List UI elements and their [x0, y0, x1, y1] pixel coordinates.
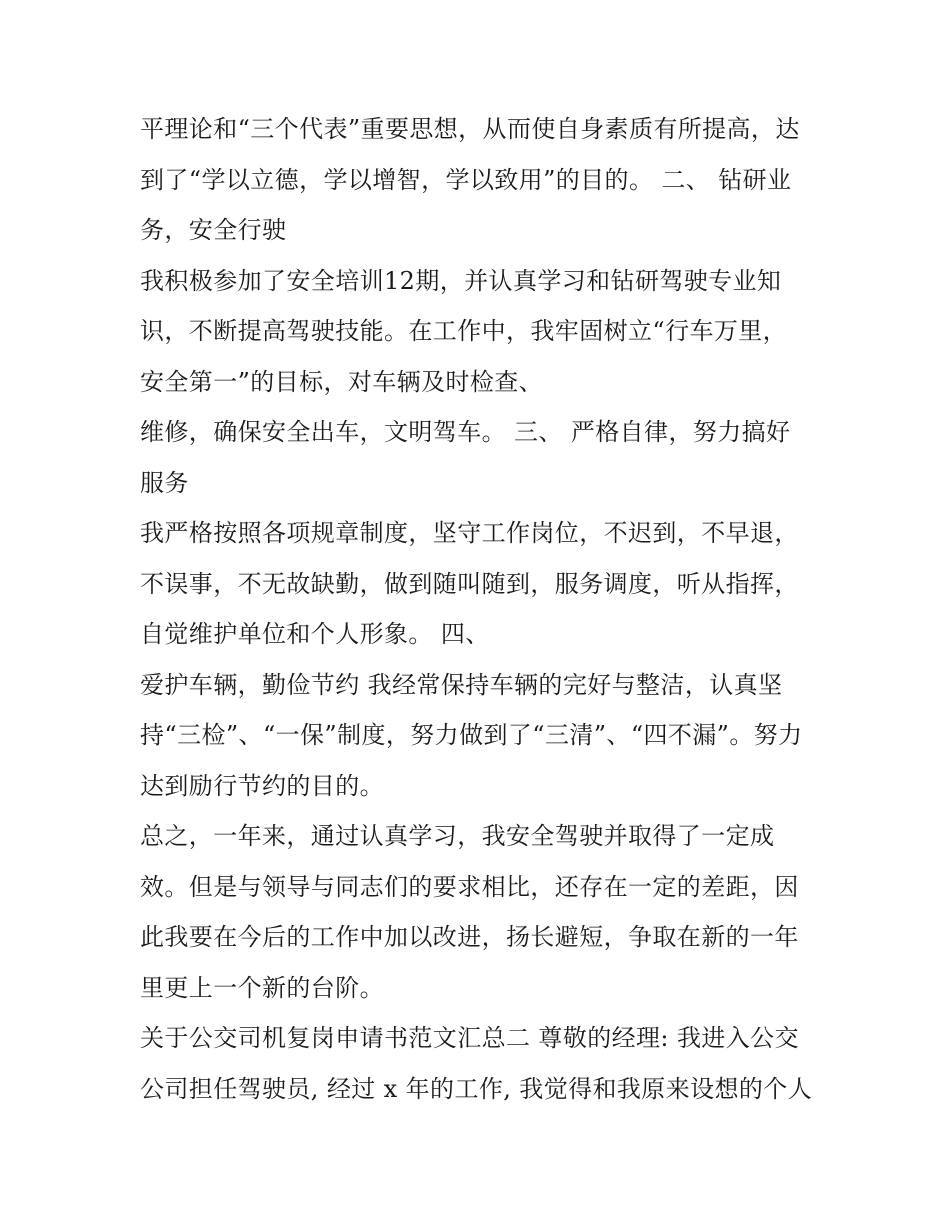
text-line-13: 持“三检”、“一保”制度，努力做到了“三清”、“四不漏”。努力 [140, 721, 803, 749]
text-line-3: 务，安全行驶 [140, 216, 287, 244]
text-line-14: 达到励行节约的目的。 [140, 771, 384, 800]
text-line-2: 到了“学以立德，学以增智，学以致用”的目的。 二、 钻研业 [140, 165, 792, 194]
text-line-10: 不误事，不无故缺勤，做到随叫随到，服务调度，听从指挥， [140, 569, 799, 598]
text-line-20: 公司担任驾驶员, 经过 x 年的工作, 我觉得和我原来设想的个人 [140, 1074, 813, 1103]
text-line-9: 我严格按照各项规章制度，坚守工作岗位，不迟到，不早退， [140, 519, 799, 547]
text-line-5: 识，不断提高驾驶技能。在工作中，我牢固树立“行车万里， [140, 317, 788, 345]
text-line-19: 关于公交司机复岗申请书范文汇总二 尊敬的经理: 我进入公交 [140, 1024, 799, 1052]
text-line-1: 平理论和“三个代表”重要思想，从而使自身素质有所提高，达 [140, 115, 800, 143]
text-line-7: 维修，确保安全出车，文明驾车。 三、 严格自律，努力搞好 [140, 418, 791, 446]
text-line-18: 里更上一个新的台阶。 [140, 973, 384, 1002]
text-line-15: 总之，一年来，通过认真学习，我安全驾驶并取得了一定成 [140, 822, 775, 850]
text-line-8: 服务 [140, 468, 189, 497]
text-line-11: 自觉维护单位和个人形象。 四、 [140, 620, 490, 648]
text-line-4: 我积极参加了安全培训12期，并认真学习和钻研驾驶专业知 [140, 266, 782, 295]
text-line-6: 安全第一”的目标，对车辆及时检查、 [140, 367, 544, 396]
text-line-16: 效。但是与领导与同志们的要求相比，还存在一定的差距，因 [140, 872, 799, 901]
text-line-12: 爱护车辆，勤俭节约 我经常保持车辆的完好与整洁，认真坚 [140, 670, 783, 699]
text-line-17: 此我要在今后的工作中加以改进，扬长避短，争取在新的一年 [140, 923, 799, 951]
document-body [140, 104, 820, 1114]
